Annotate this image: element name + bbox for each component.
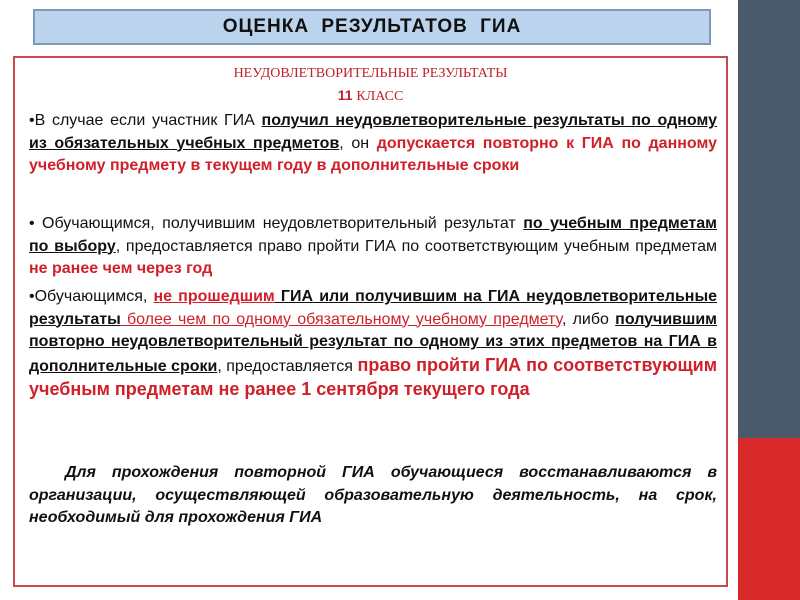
p1-joiner: , он — [339, 134, 377, 152]
section-heading: НЕУДОВЛЕТВОРИТЕЛЬНЫЕ РЕЗУЛЬТАТЫ — [233, 66, 508, 81]
p2-consequence: не ранее чем через год — [29, 260, 213, 277]
p3-intro: •Обучающимся, — [29, 288, 154, 305]
p3-repeat-fail: получившим повторно неудовлетворительный результат по одному из этих предметов на ГИА в дополнительные сроки — [29, 310, 718, 375]
grade-number: 11 — [337, 87, 353, 103]
page-title: ОЦЕНКА РЕЗУЛЬТАТОВ ГИА — [222, 16, 522, 37]
content-frame — [13, 56, 728, 587]
rule-paragraph-multiple — [29, 286, 717, 403]
grade-heading — [15, 87, 726, 105]
p1-condition: получил неудовлетворительные результаты по одному из обязательных учебных предметов — [29, 112, 717, 152]
p2-intro: • Обучающимся, получившим неудовлетворительный результат — [29, 215, 524, 232]
title-banner — [33, 9, 711, 45]
p3-not-passed: не прошедшим — [153, 288, 275, 305]
p1-consequence: допускается повторно к ГИА по данному учебному предмету в текущем году в дополнительные сроки — [29, 134, 717, 174]
p2-condition: по учебным предметам по выбору — [29, 215, 717, 255]
grade-label: КЛАСС — [356, 89, 404, 104]
p3-more-than-one: более чем по одному обязательному учебному предмету — [120, 310, 562, 328]
p3-provided: , предоставляется — [217, 357, 358, 375]
p2-joiner: , предоставляется право пройти ГИА по соответствующим учебным предметам — [115, 237, 718, 255]
p3-right: право пройти ГИА по соответствующим учебным предметам не ранее 1 сентября текущего года — [29, 354, 718, 399]
rule-paragraph-mandatory — [29, 110, 717, 178]
p3-failed: ГИА или получившим на ГИА неудовлетворительные результаты — [29, 288, 718, 328]
p3-either: , либо — [561, 310, 616, 328]
p1-intro: •В случае если участник ГИА — [29, 112, 262, 129]
rule-paragraph-elective — [29, 213, 717, 281]
side-decor-accent — [738, 438, 800, 600]
note-paragraph: Для прохождения повторной ГИА обучающиеся восстанавливаются в организации, осуществляющей образовательную деятельность, на срок, необходимый для прохождения ГИА — [29, 464, 717, 526]
